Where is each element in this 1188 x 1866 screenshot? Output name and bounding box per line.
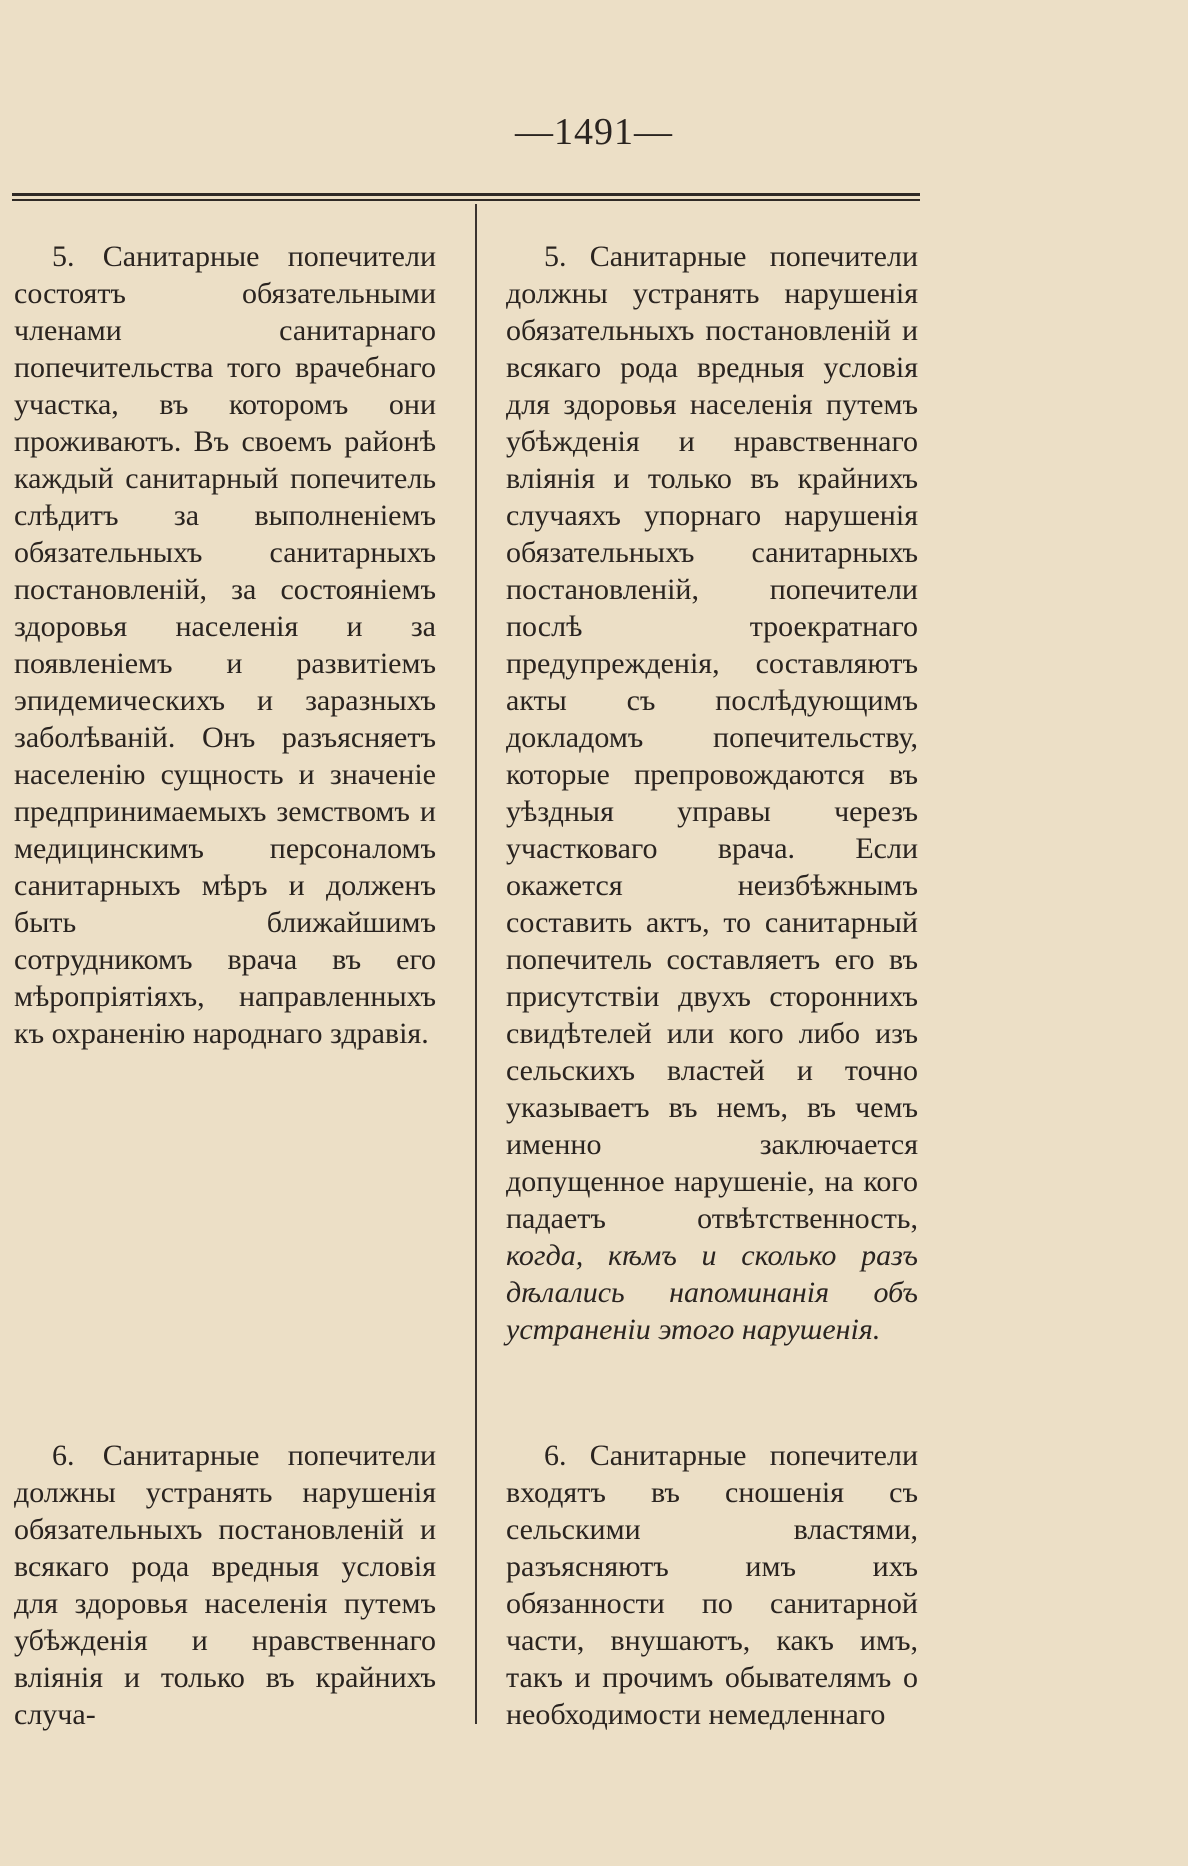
column-divider bbox=[475, 204, 477, 1724]
header-rule bbox=[12, 193, 920, 196]
right-column-section-5 bbox=[506, 238, 918, 1348]
header-rule-secondary bbox=[12, 199, 920, 201]
right-paragraph-5 bbox=[506, 238, 918, 1348]
left-column-section-6 bbox=[14, 1437, 436, 1733]
left-paragraph-5: 5. Санитарные попечители состоятъ обязательными членами санитарнаго попечительства того врачебнаго участка, въ которомъ они проживаютъ. Въ своемъ районѣ каждый санитарный попечитель слѣдитъ за выполненіемъ обязательныхъ санитарныхъ постановленій, за состояніемъ здоровья населенія и за появленіемъ и развитіемъ эпидемическихъ и заразныхъ заболѣваній. Онъ разъясняетъ населенію сущность и значеніе предпринимаемыхъ земствомъ и медицинскимъ персоналомъ санитарныхъ мѣръ и долженъ быть ближайшимъ сотрудникомъ врача въ его мѣропріятіяхъ, направленныхъ къ охраненію народнаго здравія. bbox=[14, 240, 436, 1050]
right-paragraph-5-text: 5. Санитарные попечители должны устранять нарушенія обязательныхъ постановленій и всякаго рода вредныя условія для здоровья населенія путемъ убѣжденія и нравственнаго вліянія и только въ крайнихъ случаяхъ упорнаго нарушенія обязательныхъ санитарныхъ постановленій, попечители послѣ троекратнаго предупрежденія, составляютъ акты съ послѣдующимъ докладомъ попечительству, которые препровождаются въ уѣздныя управы черезъ участковаго врача. Если окажется неизбѣжнымъ составить актъ, то санитарный попечитель составляетъ его въ присутствіи двухъ стороннихъ свидѣтелей или кого либо изъ сельскихъ властей и точно указываетъ въ немъ, въ чемъ именно заключается допущенное нарушеніе, на кого падаетъ отвѣтственность, bbox=[506, 240, 918, 1235]
right-column-section-6 bbox=[506, 1437, 918, 1733]
left-paragraph-6: 6. Санитарные попечители должны устранять нарушенія обязательныхъ постановленій и всякаго рода вредныя условія для здоровья населенія путемъ убѣжденія и нравственнаго вліянія и только въ крайнихъ случа- bbox=[14, 1439, 436, 1731]
left-column-section-5 bbox=[14, 238, 436, 1052]
page-number: —1491— bbox=[515, 111, 673, 153]
right-paragraph-6: 6. Санитарные попечители входятъ въ сношенія съ сельскими властями, разъясняютъ имъ ихъ обязанности по санитарной части, внушаютъ, какъ имъ, такъ и прочимъ обывателямъ о необходимости немедленнаго bbox=[506, 1439, 918, 1731]
right-paragraph-5-italic: когда, кѣмъ и сколько разъ дѣлались напоминанія объ устраненіи этого нарушенія. bbox=[506, 1239, 918, 1346]
